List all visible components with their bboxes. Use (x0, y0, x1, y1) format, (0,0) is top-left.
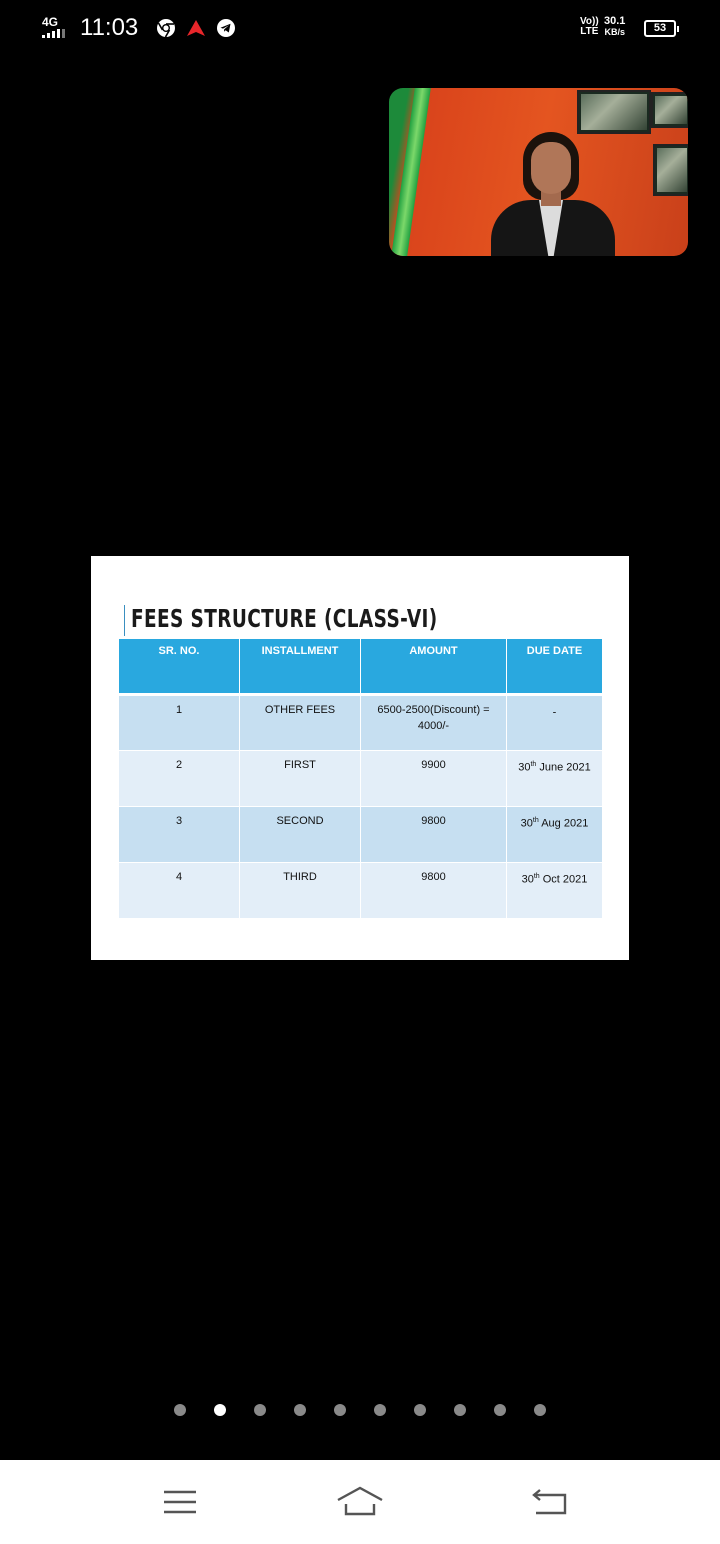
table-row (119, 695, 603, 751)
cell-sr: 2 (119, 751, 240, 807)
status-bar (0, 0, 720, 56)
signal-icon (40, 16, 76, 40)
page-dot[interactable] (174, 1404, 186, 1416)
title-accent-bar (124, 605, 125, 636)
cell-sr: 4 (119, 863, 240, 919)
network-speed: 30.1 KB/s (604, 15, 626, 37)
cell-installment: THIRD (240, 863, 361, 919)
shared-slide[interactable] (91, 556, 629, 960)
cell-installment: SECOND (240, 807, 361, 863)
menu-button[interactable] (156, 1480, 204, 1524)
page-dot[interactable] (414, 1404, 426, 1416)
table-row (119, 751, 603, 807)
network-type: 4G (42, 15, 59, 29)
page-dot[interactable] (334, 1404, 346, 1416)
cell-due-date: 30th Oct 2021 (507, 863, 603, 919)
home-icon (336, 1480, 384, 1524)
table-row (119, 863, 603, 919)
cell-installment: FIRST (240, 751, 361, 807)
page-dot[interactable] (454, 1404, 466, 1416)
page-dot[interactable] (254, 1404, 266, 1416)
navigation-bar (0, 1460, 720, 1544)
page-dot[interactable] (494, 1404, 506, 1416)
telegram-icon (216, 18, 236, 38)
header-sr-no: SR. NO. (119, 639, 240, 695)
cell-installment: OTHER FEES (240, 695, 361, 751)
cell-due-date: 30th June 2021 (507, 751, 603, 807)
chrome-icon (156, 18, 176, 38)
page-dot[interactable] (374, 1404, 386, 1416)
back-button[interactable] (526, 1480, 574, 1524)
header-due-date: DUE DATE (507, 639, 603, 695)
cell-amount: 6500-2500(Discount) = 4000/- (361, 695, 507, 751)
alert-triangle-icon (186, 18, 206, 38)
slide-title: FEES STRUCTURE (CLASS-VI) (131, 604, 438, 633)
cell-sr: 3 (119, 807, 240, 863)
menu-icon (156, 1480, 204, 1524)
battery-level: 53 (653, 22, 667, 34)
cell-amount: 9900 (361, 751, 507, 807)
cell-amount: 9800 (361, 807, 507, 863)
cell-due-date: 30th Aug 2021 (507, 807, 603, 863)
cell-due-date: - (507, 695, 603, 751)
table-header-row (119, 639, 603, 695)
page-dot[interactable] (294, 1404, 306, 1416)
participant-avatar (477, 130, 637, 256)
back-icon (526, 1480, 574, 1524)
page-indicator (174, 1404, 554, 1416)
cell-amount: 9800 (361, 863, 507, 919)
header-installment: INSTALLMENT (240, 639, 361, 695)
volte-indicator: Vo)) LTE (580, 16, 599, 37)
status-time: 11:03 (80, 14, 139, 41)
home-button[interactable] (336, 1480, 384, 1524)
fees-table (118, 638, 603, 919)
page-dot-active[interactable] (214, 1404, 226, 1416)
table-row (119, 807, 603, 863)
participant-video-tile[interactable] (389, 88, 688, 256)
header-amount: AMOUNT (361, 639, 507, 695)
cell-sr: 1 (119, 695, 240, 751)
battery-icon (644, 20, 676, 37)
page-dot[interactable] (534, 1404, 546, 1416)
